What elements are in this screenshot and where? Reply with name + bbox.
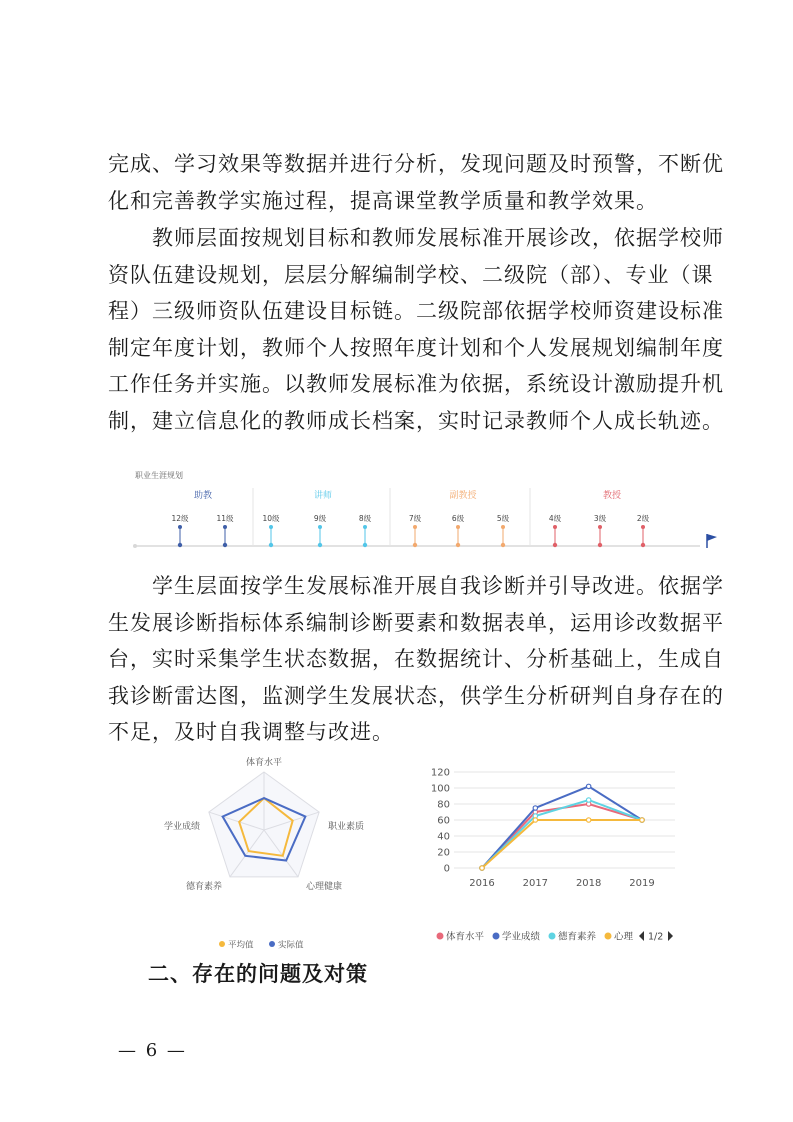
legend-label: 心理 [614,931,634,943]
timeline-level-dot [456,543,460,547]
legend-marker [269,941,275,947]
timeline-level-dot [553,543,557,547]
timeline-level-marker [553,525,557,529]
timeline-level-label: 3级 [593,514,607,523]
y-tick-label: 100 [430,783,450,795]
timeline-level-marker [269,525,273,529]
x-tick-label: 2017 [522,878,549,889]
legend-label: 平均值 [228,940,254,951]
radar-axis-label: 德育素养 [185,882,222,892]
line-point [480,866,484,870]
legend-marker [605,933,612,940]
y-tick-label: 120 [430,767,450,779]
text-line: 完成、学习效果等数据并进行分析，发现问题及时预警，不断优 [108,152,724,176]
timeline-level-dot [318,543,322,547]
line-point [586,784,590,788]
legend-marker [437,933,444,940]
timeline-level-marker [598,525,602,529]
timeline-level-label: 10级 [262,514,280,523]
text-line: 台，实时采集学生状态数据，在数据统计、分析基础上，生成自 [108,647,724,671]
timeline-level-label: 7级 [408,514,422,523]
timeline-level-dot [598,543,602,547]
line-point [586,818,590,822]
timeline-level-label: 5级 [496,514,510,523]
timeline-level-marker [456,525,460,529]
page-number: — 6 — [118,1040,187,1061]
text-line: 资队伍建设规划，层层分解编制学校、二级院（部）、专业（课 [108,262,714,287]
radar-axis-label: 心理健康 [306,882,343,892]
legend-page-indicator: 1/2 [648,931,664,943]
timeline-group-label: 副教授 [449,491,477,501]
legend-marker [549,933,556,940]
y-tick-label: 20 [437,847,450,859]
radar-chart [150,748,390,958]
career-timeline [125,466,725,556]
legend-label: 德育素养 [558,931,597,943]
y-tick-label: 40 [437,831,450,843]
timeline-level-marker [223,525,227,529]
text-line: 学生层面按学生发展标准开展自我诊断并引导改进。依据学 [108,574,724,598]
timeline-level-label: 11级 [216,514,234,523]
timeline-level-dot [413,543,417,547]
text-line: 制，建立信息化的教师成长档案，实时记录教师个人成长轨迹。 [108,408,724,433]
timeline-level-dot [641,543,645,547]
timeline-level-label: 9级 [313,514,327,523]
timeline-level-label: 4级 [548,514,562,523]
line-point [586,798,590,802]
text-line: 工作任务并实施。以教师发展标准为依据，系统设计激励提升机 [108,372,724,396]
flag-icon [707,534,717,541]
timeline-group-label: 助教 [193,491,213,501]
legend-label: 实际值 [278,940,304,951]
text-line: 不足，及时自我调整与改进。 [108,720,394,744]
timeline-level-dot [501,543,505,547]
text-line: 制定年度计划，教师个人按照年度计划和个人发展规划编制年度 [108,335,724,360]
line-series [482,800,642,868]
line-point [640,818,644,822]
timeline-level-label: 8级 [358,514,372,523]
timeline-level-marker [641,525,645,529]
timeline-title: 职业生涯规划 [135,471,183,480]
timeline-level-dot [178,543,182,547]
timeline-level-marker [178,525,182,529]
legend-marker [219,941,225,947]
line-point [533,818,537,822]
radar-axis-label: 职业素质 [328,822,365,832]
x-tick-label: 2019 [629,878,655,889]
line-point [533,806,537,810]
x-tick-label: 2016 [469,878,495,889]
legend-marker [493,933,500,940]
timeline-level-dot [223,543,227,547]
text-line: 生发展诊断指标体系编制诊断要素和数据表单，运用诊改数据平 [108,610,724,635]
timeline-level-marker [318,525,322,529]
legend-prev-icon [639,931,644,941]
paragraph-1 [108,146,724,219]
y-tick-label: 80 [437,799,450,811]
y-tick-label: 60 [437,815,450,827]
timeline-level-label: 2级 [636,514,650,523]
timeline-group-label: 讲师 [313,491,333,501]
paragraph-student [108,568,724,751]
timeline-group-label: 教授 [602,491,622,501]
y-tick-label: 0 [443,863,450,875]
timeline-level-marker [501,525,505,529]
timeline-level-label: 6级 [451,514,465,523]
text-line: 教师层面按规划目标和教师发展标准开展诊改，依据学校师 [108,226,724,250]
radar-axis-label: 学业成绩 [163,822,200,832]
timeline-level-label: 12级 [171,514,189,523]
timeline-start-dot [133,544,137,548]
legend-label: 体育水平 [446,931,485,943]
timeline-level-dot [363,543,367,547]
legend-next-icon [668,931,673,941]
text-line: 我诊断雷达图，监测学生发展状态，供学生分析研判自身存在的 [108,683,724,708]
timeline-level-marker [363,525,367,529]
text-line: 程）三级师资队伍建设目标链。二级院部依据学校师资建设标准 [108,299,724,323]
line-series [482,786,642,868]
radar-axis-label: 体育水平 [245,758,283,768]
timeline-level-marker [413,525,417,529]
x-tick-label: 2018 [575,878,602,889]
line-chart [420,760,690,950]
legend-label: 学业成绩 [502,931,541,943]
section-heading: 二、存在的问题及对策 [148,962,368,986]
timeline-level-dot [269,543,273,547]
text-line: 化和完善教学实施过程，提高课堂教学质量和教学效果。 [108,188,658,213]
paragraph-teacher [108,220,724,439]
